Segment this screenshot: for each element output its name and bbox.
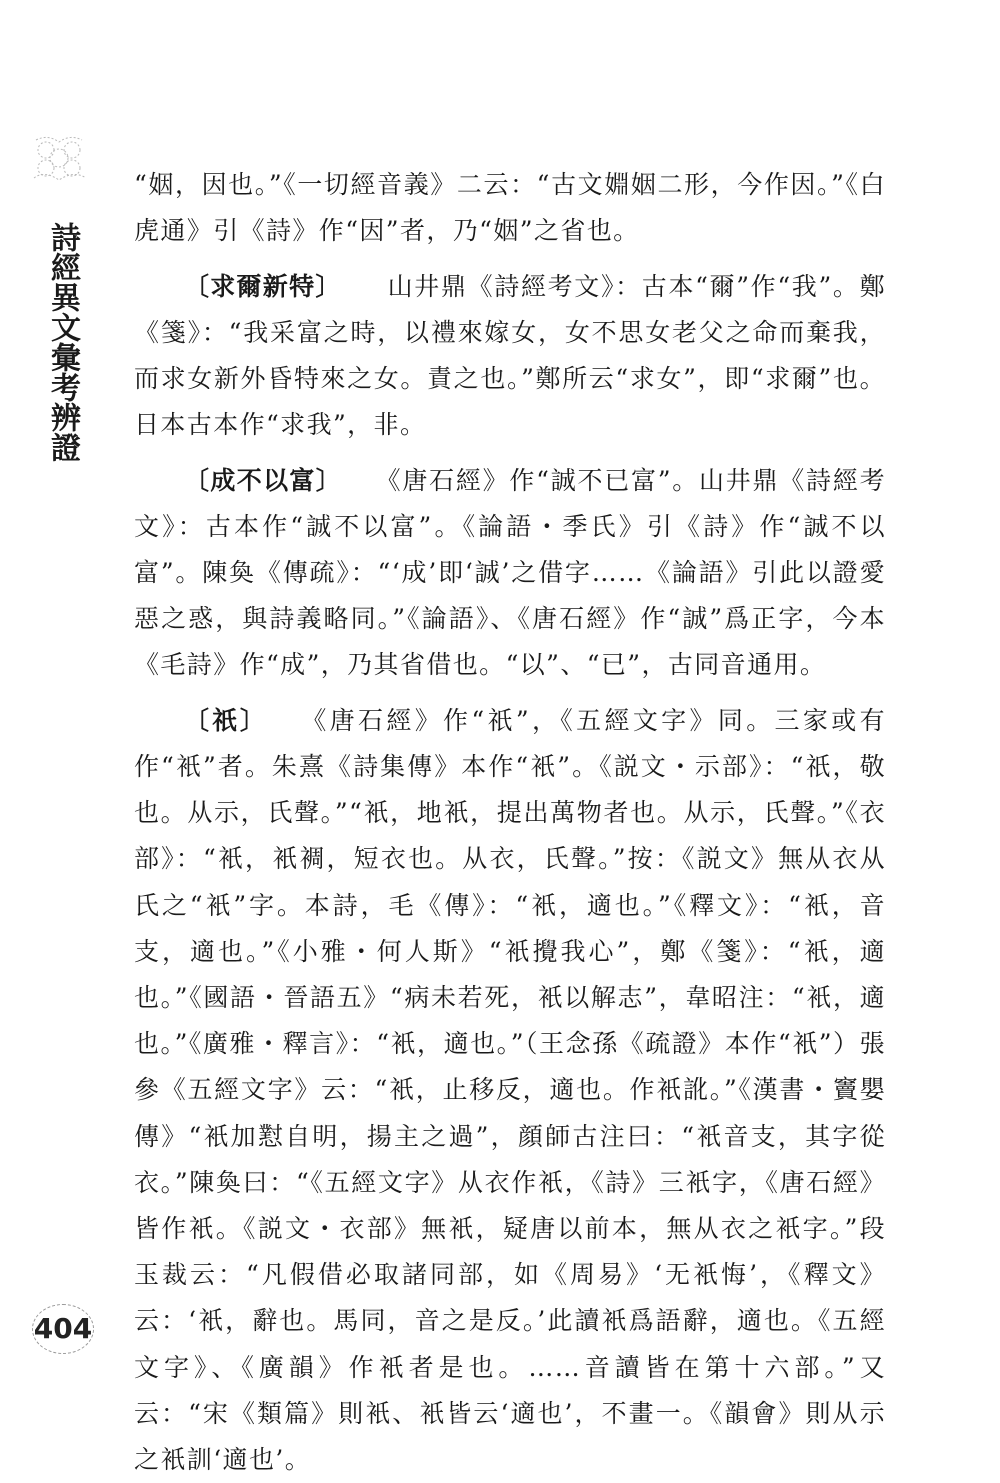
- entry-body: 《唐石經》作“誠不已富”。山井鼎《詩經考文》：古本作“誠不以富”。《論語・季氏》引《詩》作“誠不以富”。陳奐《傳疏》：“‘成’即‘誠’之借字……《論語》引此以證愛惡之惑，與詩義略同。”《論語》、《唐石經》作“誠”爲正字，今本《毛詩》作“成”，乃其省借也。“以”、“已”，古同音通用。: [134, 465, 886, 680]
- entry-paragraph: [134, 458, 886, 689]
- running-title: 詩經異文彙考辨證: [45, 222, 80, 462]
- paragraph: [134, 162, 886, 254]
- entry-heading: 〔求爾新特〕: [184, 271, 342, 301]
- entry-heading: 〔祇〕: [184, 705, 268, 735]
- body-text: [134, 162, 886, 1483]
- paragraph-body: “姻，因也。”《一切經音義》二云：“古文婣姻二形，今作因。”《白虎通》引《詩》作“因”者，乃“姻”之省也。: [134, 170, 886, 246]
- flower-ornament-icon: [24, 130, 94, 190]
- entry-paragraph: [134, 264, 886, 449]
- page-number: [30, 1300, 96, 1356]
- page-number-ring: [32, 1304, 94, 1354]
- entry-body: 《唐石經》作“祇”，《五經文字》同。三家或有作“衹”者。朱熹《詩集傳》本作“衹”。《説文・示部》：“祇，敬也。从示，氏聲。”“衹，地衹，提出萬物者也。从示，氏聲。”《衣部》：“衹，衹裯，短衣也。从衣，氏聲。”按：《説文》無从衣从氏之“衹”字。本詩，毛《傳》：“衹，適也。”《釋文》：“衹，音支，適也。”《小雅・何人斯》“衹攪我心”，鄭《箋》：“衹，適也。”《國語・晉語五》“病未若死，衹以解志”，韋昭注：“衹，適也。”《廣雅・釋言》：“衹，適也。”（王念孫《疏證》本作“衹”）張參《五經文字》云：“衹，止移反，適也。作衹訛。”《漢書・竇嬰傳》“衹加懟自明，揚主之過”，顔師古注曰：“衹音支，其字從衣。”陳奐曰：“《五經文字》从衣作衹，《詩》三衹字，《唐石經》皆作衹。《説文・衣部》無衹，疑唐以前本，無从衣之衹字。”段玉裁云：“凡假借必取諸同部，如《周易》‘无衹悔’，《釋文》云：‘衹，辭也。馬同，音之是反。’此讀衹爲語辭，適也。《五經文字》、《廣韻》作衹者是也。……音讀皆在第十六部。”又云：“宋《類篇》則衹、衹皆云‘適也’，不畫一。《韻會》則从示之衹訓‘適也’。: [134, 705, 886, 1475]
- entry-body: 山井鼎《詩經考文》：古本“爾”作“我”。鄭《箋》：“我采富之時，以禮來嫁女，女不思女老父之命而棄我，而求女新外昏特來之女。責之也。”鄭所云“求女”，即“求爾”也。日本古本作“求我”，非。: [134, 271, 886, 440]
- entry-heading: 〔成不以富〕: [184, 465, 343, 495]
- entry-paragraph: [134, 698, 886, 1483]
- page-number-text: 404: [33, 1311, 93, 1345]
